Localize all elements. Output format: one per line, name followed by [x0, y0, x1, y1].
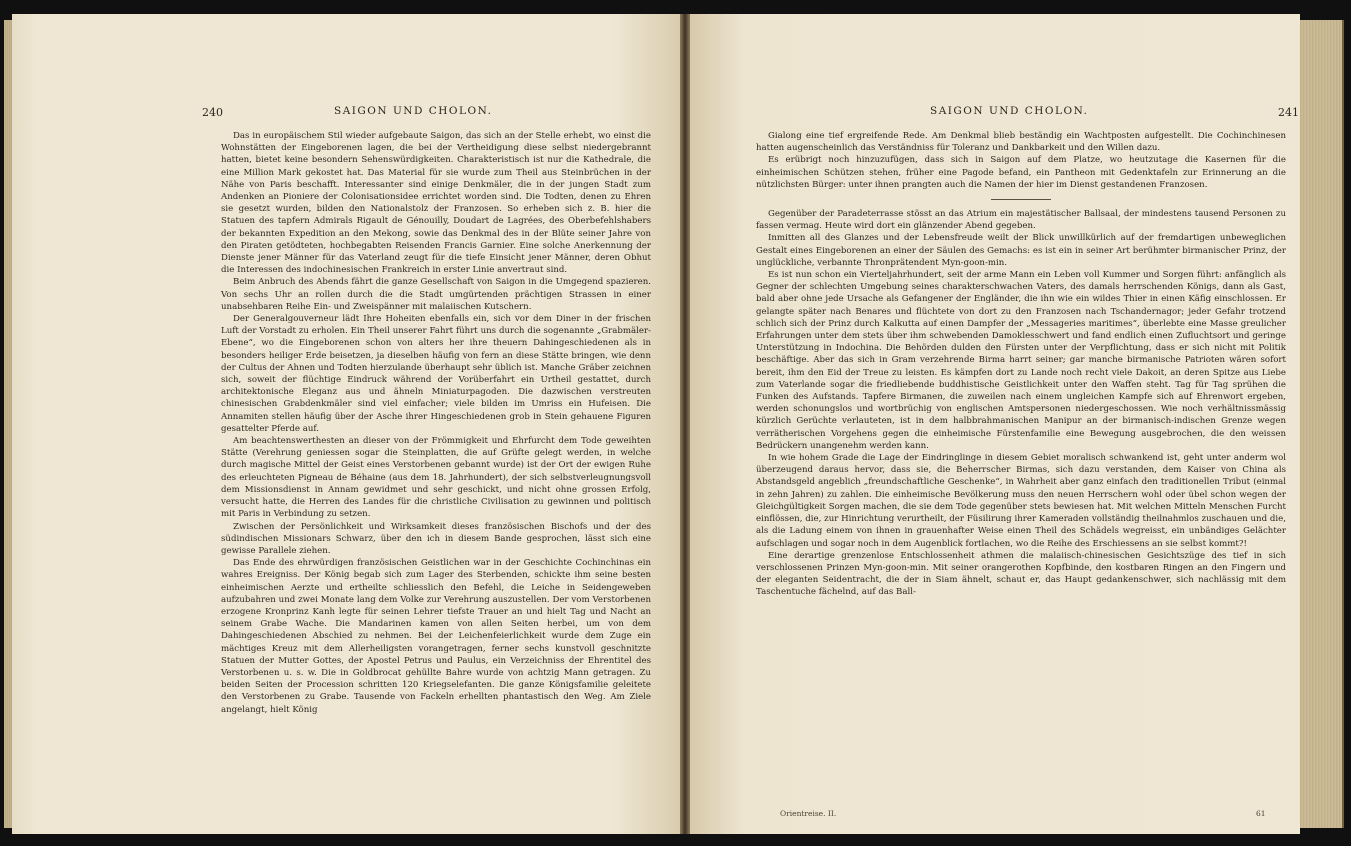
right-paragraph: Eine derartige grenzenlose Entschlossenheit athmen die malaiisch-chinesischen Gesichtszüge des tief in sich verschlossenen Prinzen Myn-goon-min. Mit seiner orangerothen Kopfbinde, den kostbaren Ringen an den Fingern und der eleganten Seidentracht, die der in Siam ähnelt, schaut er, das Haupt gedankenschwer, sich nachlässig mit dem Taschentuche fächelnd, auf das Ball- [756, 550, 1286, 598]
right-page-edges [1300, 20, 1344, 828]
left-paragraph: Das in europäischem Stil wieder aufgebaute Saigon, das sich an der Stelle erhebt, wo einst die Wohnstätten der Eingeborenen lagen, die bei der Vertheidigung diese selbst niedergebrannt hatten, bietet keine besondern Sehenswürdigkeiten. Charakteristisch ist nur die Kathedrale, die eine Million Mark gekostet hat. Das Material für sie wurde zum Theil aus Steinbrüchen in der Nähe von Paris beschafft. Interessanter sind einige Denkmäler, die in der jungen Stadt zum Andenken an Pioniere der Colonisationsidee errichtet worden sind. Die Todten, denen zu Ehren sie gesetzt wurden, bilden den Nationalstolz der Franzosen. So erheben sich z. B. hier die Statuen des tapfern Admirals Rigault de Génouilly, Doudart de Lagrées, des Oberbefehlshabers der bekannten Expedition an den Mekong, sowie das Denkmal des in der Blüte seiner Jahre von den Piraten getödteten, hochbegabten Reisenden Francis Garnier. Eine solche Anerkennung der Dienste jener Männer für das Vaterland zeugt für die tiefe Einsicht jener Männer, deren Obhut die Interessen des indochinesischen Frankreich in erster Linie anvertraut sind. [221, 131, 651, 276]
left-paragraph: Das Ende des ehrwürdigen französischen Geistlichen war in der Geschichte Cochinchinas ein wahres Ereigniss. Der König begab sich zum Lager des Sterbenden, schickte ihm seine besten einheimischen Aerzte und ertheilte schliesslich den Befehl, die Leiche in Seidengeweben aufzubahren und zwei Monate lang dem Volke zur Verehrung auszustellen. Der vom Verstorbenen erzogene Kronprinz Kanh legte für seinen Lehrer tiefste Trauer an und hielt Tag und Nacht an seinem Grabe Wache. Die Mandarinen kamen von allen Seiten herbei, um von dem Dahingeschiedenen Abschied zu nehmen. Bei der Leichenfeierlichkeit wurde dem Zuge ein mächtiges Kreuz mit dem Allerheiligsten vorangetragen, ferner sechs kunstvoll geschnitzte Statuen der Mutter Gottes, der Apostel Petrus und Paulus, ein Verzeichniss der Ehrentitel des Verstorbenen u. s. w. Die in Goldbrocat gehüllte Bahre wurde von achtzig Mann getragen. Zu beiden Seiten der Procession schritten 120 Kriegselefanten. Die ganze Königsfamilie geleitete den Verstorbenen zu Grabe. Tausende von Fackeln erhellten phantastisch den Weg. Am Ziele angelangt, hielt König [221, 558, 651, 715]
right-running-head: SAIGON UND CHOLON. [930, 105, 1089, 117]
left-running-head: SAIGON UND CHOLON. [334, 105, 493, 117]
left-page-edges [4, 20, 12, 828]
right-paragraph: Gegenüber der Paradeterrasse stösst an das Atrium ein majestätischer Ballsaal, der mindestens tausend Personen zu fassen vermag. Heute wird dort ein glänzender Abend gegeben. [756, 209, 1286, 232]
right-page-number: 241 [1278, 106, 1299, 119]
right-paragraph: Gialong eine tief ergreifende Rede. Am Denkmal blieb beständig ein Wachtposten aufgestellt. Die Cochinchinesen hatten augenscheinlich das Verständniss für Toleranz und Dankbarkeit und den Willen dazu. [756, 131, 1286, 154]
right-page [690, 14, 1300, 834]
left-paragraph: Zwischen der Persönlichkeit und Wirksamkeit dieses französischen Bischofs und der des südindischen Missionars Schwarz, über den ich in diesem Bande gesprochen, lässt sich eine gewisse Parallele ziehen. [221, 521, 651, 556]
right-paragraph: Es ist nun schon ein Vierteljahrhundert, seit der arme Mann ein Leben voll Kummer und Sorgen führt: anfänglich als Gegner der schlechten Umgebung seines charakterschwachen Vaters, des damals herrschenden Königs, dann als Gast, bald aber ohne jede Ursache als Gefangener der Engländer, die ihn wie ein wildes Thier in einen Käfig einschlossen. Er gelangte später nach Benares und flüchtete von dort zu den Franzosen nach Tschandernagor; jeder Gefahr trotzend schlich sich der Prinz durch Kalkutta auf einen Dampfer der „Messageries maritimes“, überlebte eine Masse greulicher Erfahrungen unter dem stets über ihm schwebenden Damoklesschwert und fand endlich einen Zufluchtsort und geringe Unterstützung in Indochina. Die Behörden dulden den Fürsten unter der Verpflichtung, dass er sich nicht mit Politik beschäftige. Aber das sich in Gram verzehrende Birma harrt seiner; gar manche birmanische Patrioten wären sofort bereit, ihm den Eid der Treue zu leisten. Es kämpfen dort zu Lande noch recht viele Dakoit, an deren Spitze aus Liebe zum Vaterlande sogar die friedliebende buddhistische Geistlichkeit unter den Waffen steht. Tag für Tag sprühen die Funken des Aufstands. Tapfere Birmanen, die zuweilen nach einem ungleichen Kampfe sich auf Ehrenwort ergeben, werden schonungslos und wortbrüchig von englischen Amtspersonen niedergeschossen. Wie noch verhältnissmässig kürzlich Gerüchte verlauteten, ist in dem halbbrahmanischen Manipur an der birmanisch-indischen Grenze wegen verrätherischen Vorgehens gegen die einheimische Fürstenfamilie eine Bewegung ausgebrochen, die den weissen Bedrückern unangenehm werden kann. [756, 270, 1286, 451]
left-paragraph: Am beachtenswerthesten an dieser von der Frömmigkeit und Ehrfurcht dem Tode geweihten Stätte (Verehrung geniessen sogar die Steinplatten, die auf Grüfte gelegt werden, in welche durch magische Mittel der Geist eines Verstorbenen gebannt wurde) ist der Ort der ewigen Ruhe des erleuchteten Pigneau de Béhaine (aus dem 18. Jahrhundert), der sich selbstverleugnungsvoll dem Missionsdienst in Annam gewidmet und sehr geschickt, und nicht ohne grossen Erfolg, versucht hatte, die Herren des Landes für die christliche Civilisation zu gewinnen und politisch mit Paris in Verbindung zu setzen. [221, 436, 651, 520]
left-body-text [221, 130, 651, 716]
section-divider [991, 199, 1051, 200]
right-paragraph: Inmitten all des Glanzes und der Lebensfreude weilt der Blick unwillkürlich auf der fremdartigen unbeweglichen Gestalt eines Eingeborenen an einer der Säulen des Gemachs: es ist ein in seiner Art berühmter birmanischer Prinz, der unglückliche, verbannte Thronprätendent Myn-goon-min. [756, 233, 1286, 268]
footer-signature: Orientreise. II. [780, 809, 837, 818]
left-paragraph: Beim Anbruch des Abends fährt die ganze Gesellschaft von Saigon in die Umgegend spazieren. Von sechs Uhr an rollen durch die die Stadt umgürtenden prächtigen Strassen in einer unabsehbaren Reihe Ein- und Zweispänner mit malaiischen Kutschern. [221, 277, 651, 312]
book-gutter [680, 14, 690, 834]
left-page-number: 240 [202, 106, 223, 119]
footer-sheet-number: 61 [1256, 809, 1266, 818]
right-paragraph: In wie hohem Grade die Lage der Eindringlinge in diesem Gebiet moralisch schwankend ist, geht unter anderm wol überzeugend daraus hervor, dass sie, die Beherrscher Birmas, sich dazu verstanden, dem Kaiser von China als Abstandsgeld angeblich „freundschaftliche Geschenke“, in Wahrheit aber ganz einfach den traditionellen Tribut (einmal in zehn Jahren) zu zahlen. Die einheimische Bevölkerung muss den neuen Herrschern wohl oder übel schon wegen der Gleichgültigkeit Sorgen machen, die sie dem Tode gegenüber stets bewiesen hat. Mit welchen Mitteln Menschen Furcht einflössen, die, zur Hinrichtung verurtheilt, der Füsilirung ihrer Kameraden vollständig theilnahmlos zuschauen und die, als die Ladung einem von ihnen in grauenhafter Weise einen Theil des Schädels wegreisst, ein unbändiges Gelächter aufschlagen und sogar noch in dem Augenblick fortlachen, wo die Reihe des Erschiessens an sie selbst kommt?! [756, 453, 1286, 549]
right-body-text [756, 130, 1286, 599]
left-paragraph: Der Generalgouverneur lädt Ihre Hoheiten ebenfalls ein, sich vor dem Diner in der frischen Luft der Vorstadt zu erholen. Ein Theil unserer Fahrt führt uns durch die sogenannte „Grabmäler-Ebene“, wo die Eingeborenen schon von alters her ihre theuern Dahingeschiedenen als in besonders heiliger Erde beisetzen, ja dieselben häufig von fern an diese Stätte bringen, wie denn der Cultus der Ahnen und Todten hierzulande überhaupt sehr üblich ist. Manche Gräber zeichnen sich, soweit der flüchtige Eindruck während der Vorüberfahrt ein Urtheil gestattet, durch architektonische Eleganz aus und ähneln Miniaturpagoden. Die dazwischen verstreuten chinesischen Grabdenkmäler sind viel einfacher; viele bilden im Umriss ein Hufeisen. Die Annamiten stellen häufig über der Asche ihrer Hingeschiedenen grob in Stein gehauene Figuren gesattelter Pferde auf. [221, 314, 651, 434]
right-paragraph: Es erübrigt noch hinzuzufügen, dass sich in Saigon auf dem Platze, wo heutzutage die Kasernen für die einheimischen Schützen stehen, früher eine Pagode befand, ein Pantheon mit Gedenktafeln zur Erinnerung an die nützlichsten Bürger: unter ihnen prangten auch die Namen der hier im Dienst gestandenen Franzosen. [756, 155, 1286, 190]
left-page [12, 14, 680, 834]
